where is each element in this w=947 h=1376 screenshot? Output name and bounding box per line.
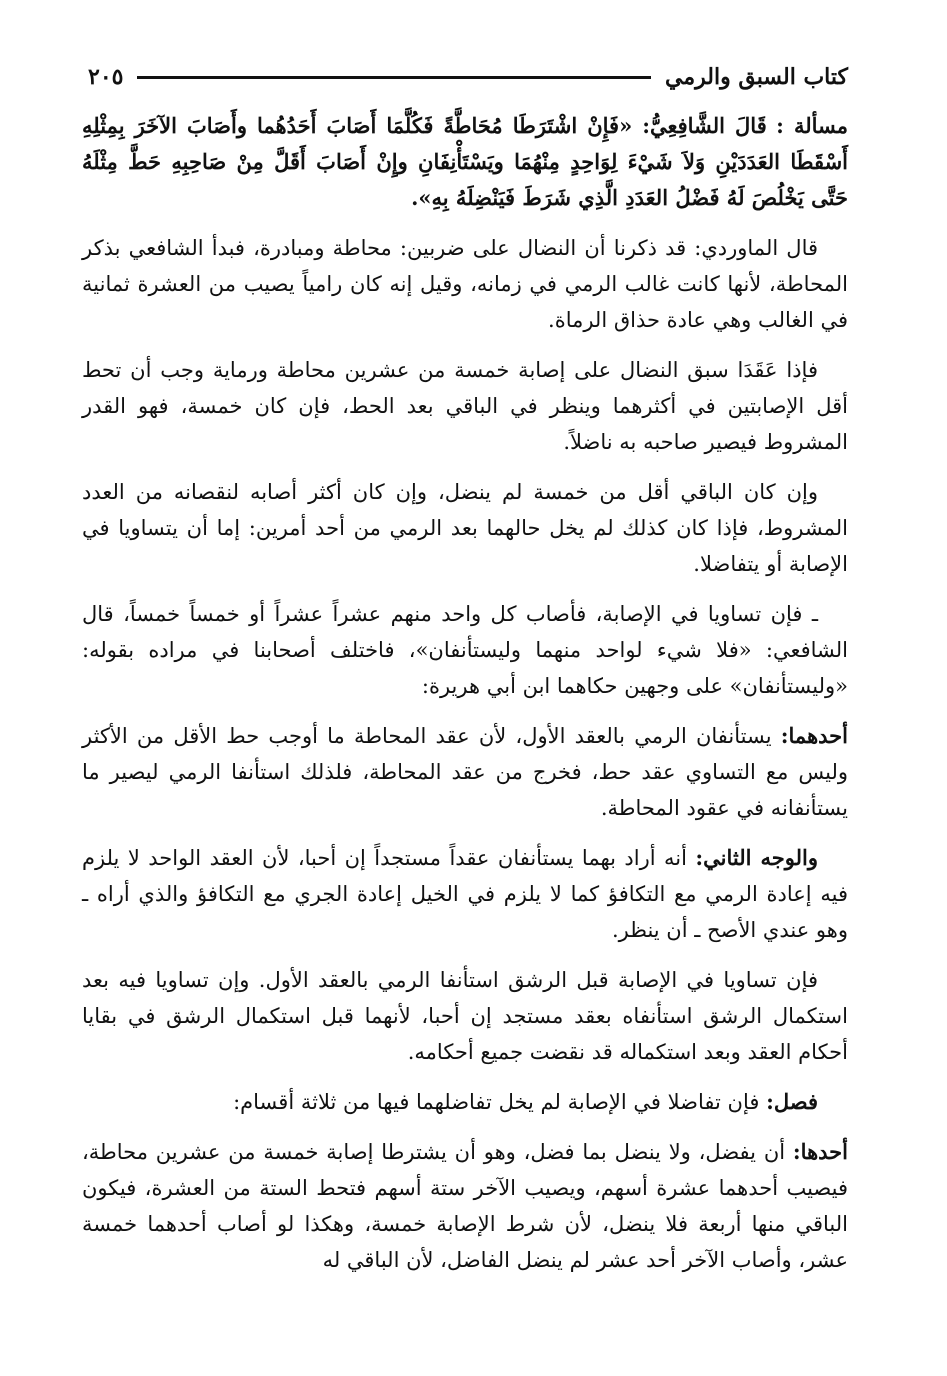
paragraph-text: أنه أراد بهما يستأنفان عقداً مستجداً إن أحبا، لأن العقد الواحد لا يلزم فيه إعادة الرمي مع التكافؤ كما لا يلزم في الخيل إعادة الجري مع التكافؤ والذي أراه ـ وهو عندي الأصح ـ أن ينظر.	[82, 846, 848, 942]
paragraph-rashq	[82, 962, 848, 1070]
paragraph-text: أن يفضل، ولا ينضل بما فضل، وهو أن يشترطا إصابة خمسة من عشرين محاطة، فيصيب أحدهما عشرة أسهم، ويصيب الآخر ستة أسهم فتحط الستة من العشرة، فيكون الباقي منها أربعة فلا ينضل، لأن شرط الإصابة خمسة، وهكذا لو أصاب أحدهما خمسة عشر، وأصاب الآخر أحد عشر لم ينضل الفاضل، لأن الباقي له	[82, 1140, 848, 1272]
paragraph-lead: أحدها:	[792, 1139, 848, 1164]
paragraph-second-view	[82, 840, 848, 948]
page-header	[88, 62, 848, 92]
paragraph-first-section	[82, 1134, 848, 1278]
paragraph-text: فإذا عَقَدَا سبق النضال على إصابة خمسة من عشرين محاطة ورماية وجب أن تحط أقل الإصابتين في أكثرهما وينظر في الباقي بعد الحط، فإن كان خمسة، فهو القدر المشروط فيصير صاحبه به ناضلاً.	[82, 358, 848, 454]
paragraph-masala	[82, 108, 848, 216]
paragraph-first-view	[82, 718, 848, 826]
paragraph-fasl	[82, 1084, 848, 1120]
paragraph-text: فإن تساويا في الإصابة قبل الرشق استأنفا الرمي بالعقد الأول. وإن تساويا فيه بعد استكمال الرشق استأنفاه بعقد مستجد إن أحبا، لأنهما قبل استكمال الرشق في بقايا أحكام العقد وبعد استكماله قد نقضت جميع أحكامه.	[82, 968, 848, 1064]
paragraph-text: قال الماوردي: قد ذكرنا أن النضال على ضربين: محاطة ومبادرة، فبدأ الشافعي بذكر المحاطة، لأنها كانت غالب الرمي في زمانه، وقيل إنه كان رامياً يصيب من العشرة ثمانية في الغالب وهي عادة حذاق الرماة.	[82, 236, 848, 332]
paragraph-lead: أحدهما:	[780, 723, 848, 748]
paragraph-lead: والوجه الثاني:	[695, 845, 819, 870]
paragraph-tasawi	[82, 596, 848, 704]
paragraph-text: ـ فإن تساويا في الإصابة، فأصاب كل واحد منهم عشراً عشراً أو خمساً خمساً، قال الشافعي: «فلا شيء لواحد منهما وليستأنفان»، فاختلف أصحابنا في مراده بقوله: «وليستأنفان» على وجهين حكاهما ابن أبي هريرة:	[82, 602, 848, 698]
paragraph-text: فإن تفاضلا في الإصابة لم يخل تفاضلهما فيها من ثلاثة أقسام:	[233, 1090, 760, 1114]
header-rule	[137, 76, 651, 79]
paragraph-text: قَالَ الشَّافِعِيُّ: «فَإِنْ اشْتَرَطَا مُحَاطَّةً فَكُلَّمَا أَصَابَ أَحَدُهُما وأَصَابَ الآخَرَ بِمِثْلِهِ أَسْقَطَا العَدَدَيْنِ وَلاَ شَيْءَ لِوَاحِدٍ مِنْهُمَا ويَسْتَأْنِفَانِ وإِنْ أَصَابَ أَقَلَّ مِنْ صَاحِبِهِ حَطَّ مِثْلَهُ حَتَّى يَخْلُصَ لَهُ فَضْلُ العَدَدِ الَّذِي شَرَطَ فَيَنْضِلَهُ بِهِ».	[82, 113, 848, 210]
paragraph-text: يستأنفان الرمي بالعقد الأول، لأن عقد المحاطة ما أوجب حط الأقل من الأكثر وليس مع التساوي عقد حط، فخرج من عقد المحاطة، فلذلك استأنفا الرمي ليصير ما يستأنفانه في عقود المحاطة.	[82, 724, 848, 820]
paragraph-lead: مسألة :	[776, 113, 848, 138]
paragraph-mawardi	[82, 230, 848, 338]
page-body	[82, 108, 848, 1292]
paragraph-baqi	[82, 474, 848, 582]
paragraph-aqd	[82, 352, 848, 460]
page-number: ٢٠٥	[88, 64, 124, 90]
running-title: كتاب السبق والرمي	[665, 64, 848, 90]
paragraph-text: وإن كان الباقي أقل من خمسة لم ينضل، وإن كان أكثر أصابه لنقصانه من العدد المشروط، فإذا كان كذلك لم يخل حالهما بعد الرمي من أحد أمرين: إما أن يتساويا في الإصابة أو يتفاضلا.	[82, 480, 848, 576]
paragraph-lead: فصل:	[766, 1089, 818, 1114]
